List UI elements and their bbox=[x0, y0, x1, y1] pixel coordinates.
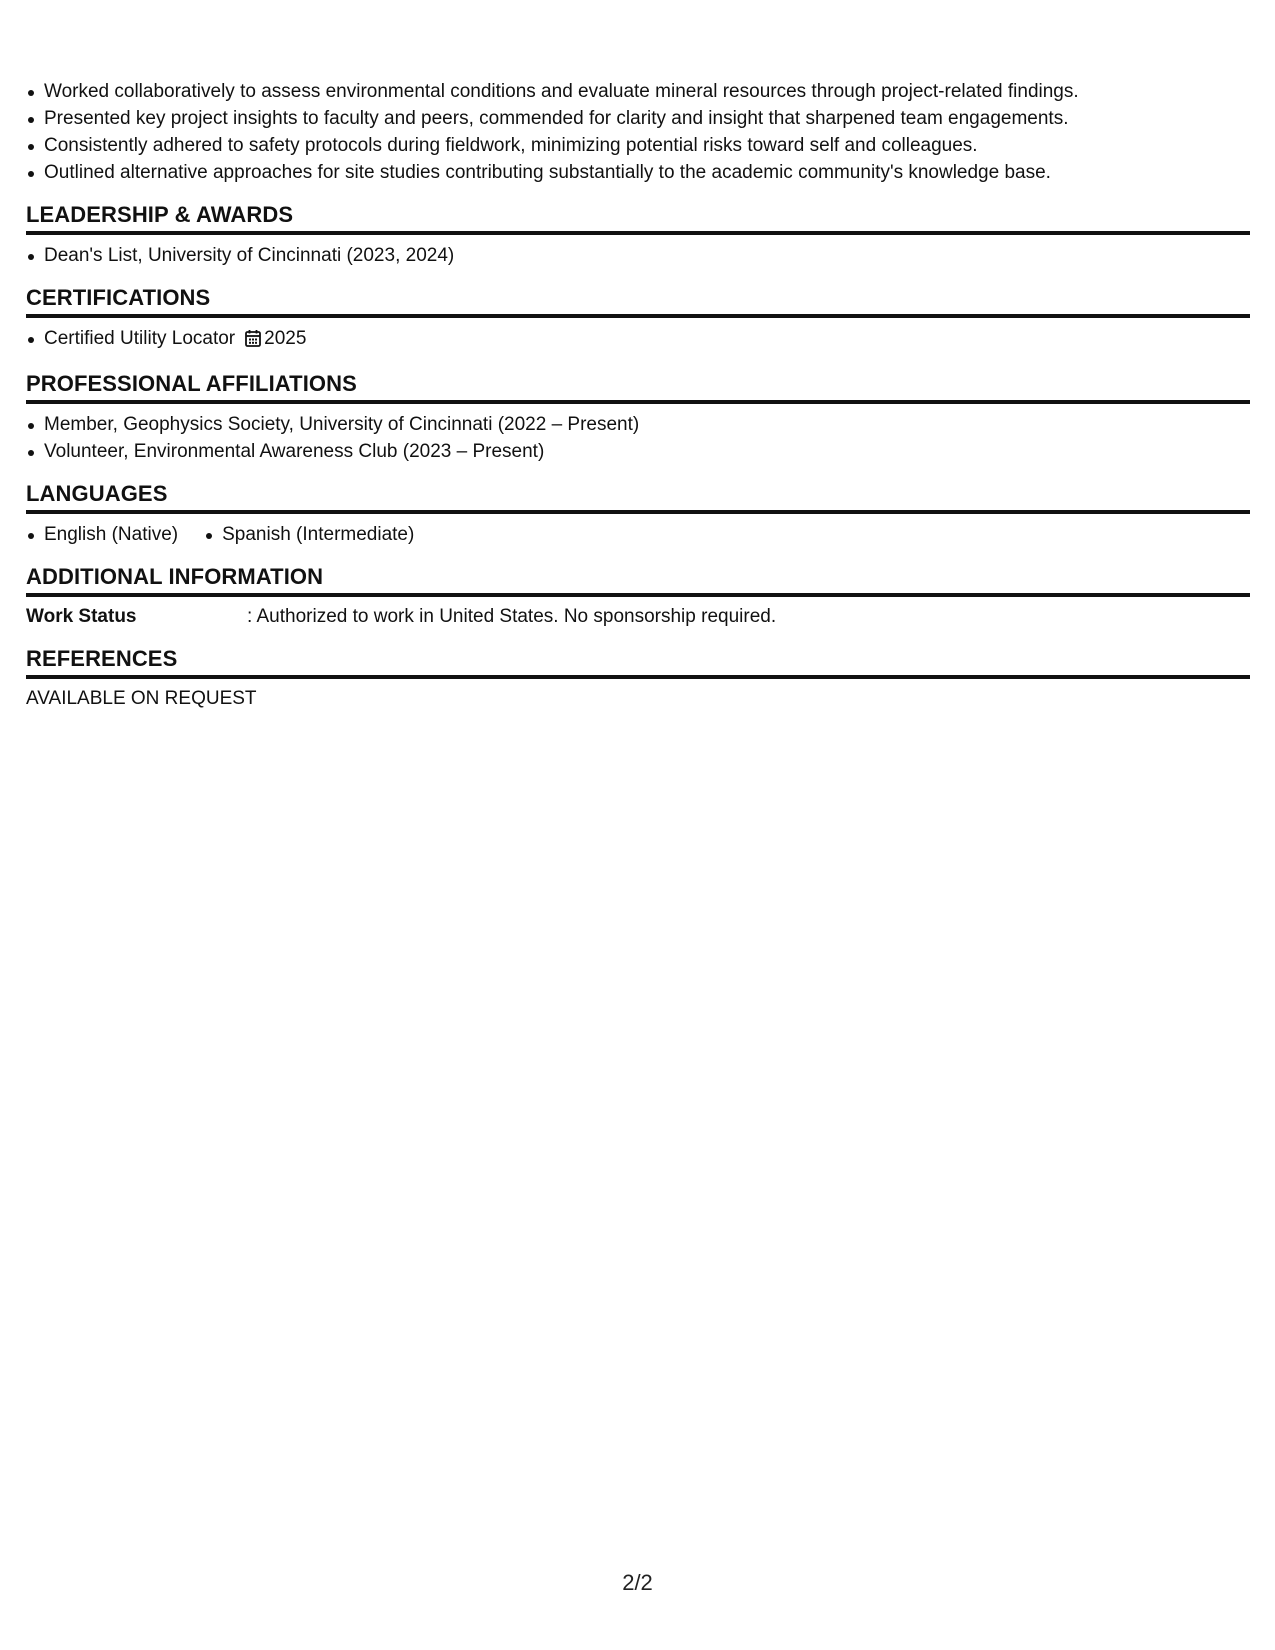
work-status-value: : Authorized to work in United States. No sponsorship required. bbox=[247, 606, 777, 627]
experience-bullet-list bbox=[26, 78, 1250, 186]
references-text: AVAILABLE ON REQUEST bbox=[26, 688, 257, 709]
work-status-row bbox=[26, 604, 1250, 630]
language-item: English (Native) bbox=[26, 521, 178, 548]
certifications-list bbox=[26, 325, 1250, 355]
leadership-list bbox=[26, 242, 1250, 269]
language-item: Spanish (Intermediate) bbox=[204, 521, 414, 548]
certification-item bbox=[26, 325, 1250, 355]
additional-info-section bbox=[26, 563, 1250, 630]
page-number: 2/2 bbox=[622, 1570, 653, 1595]
languages-heading: LANGUAGES bbox=[26, 480, 1250, 514]
certifications-heading: CERTIFICATIONS bbox=[26, 284, 1250, 318]
work-status-label: Work Status bbox=[26, 606, 137, 627]
calendar-icon bbox=[245, 328, 261, 355]
experience-bullet: Presented key project insights to faculty and peers, commended for clarity and insight that sharpened team engagements. bbox=[26, 105, 1250, 132]
affiliation-item: Volunteer, Environmental Awareness Club (2023 – Present) bbox=[26, 438, 1250, 465]
affiliations-section bbox=[26, 370, 1250, 465]
affiliations-heading: PROFESSIONAL AFFILIATIONS bbox=[26, 370, 1250, 404]
certifications-section bbox=[26, 284, 1250, 355]
references-heading: REFERENCES bbox=[26, 645, 1250, 679]
affiliation-item: Member, Geophysics Society, University of Cincinnati (2022 – Present) bbox=[26, 411, 1250, 438]
leadership-section bbox=[26, 201, 1250, 269]
experience-bullet: Outlined alternative approaches for site studies contributing substantially to the academic community's knowledge base. bbox=[26, 159, 1250, 186]
references-section bbox=[26, 645, 1250, 712]
certification-year: 2025 bbox=[264, 328, 307, 349]
languages-section bbox=[26, 480, 1250, 548]
affiliations-list bbox=[26, 411, 1250, 465]
languages-list bbox=[26, 521, 1250, 548]
experience-bullet: Consistently adhered to safety protocols during fieldwork, minimizing potential risks toward self and colleagues. bbox=[26, 132, 1250, 159]
leadership-heading: LEADERSHIP & AWARDS bbox=[26, 201, 1250, 235]
leadership-item: Dean's List, University of Cincinnati (2023, 2024) bbox=[26, 242, 1250, 269]
certification-name: Certified Utility Locator bbox=[44, 328, 236, 349]
experience-bullet: Worked collaboratively to assess environmental conditions and evaluate mineral resources through project-related findings. bbox=[26, 78, 1250, 105]
additional-info-heading: ADDITIONAL INFORMATION bbox=[26, 563, 1250, 597]
resume-page bbox=[26, 78, 1250, 712]
